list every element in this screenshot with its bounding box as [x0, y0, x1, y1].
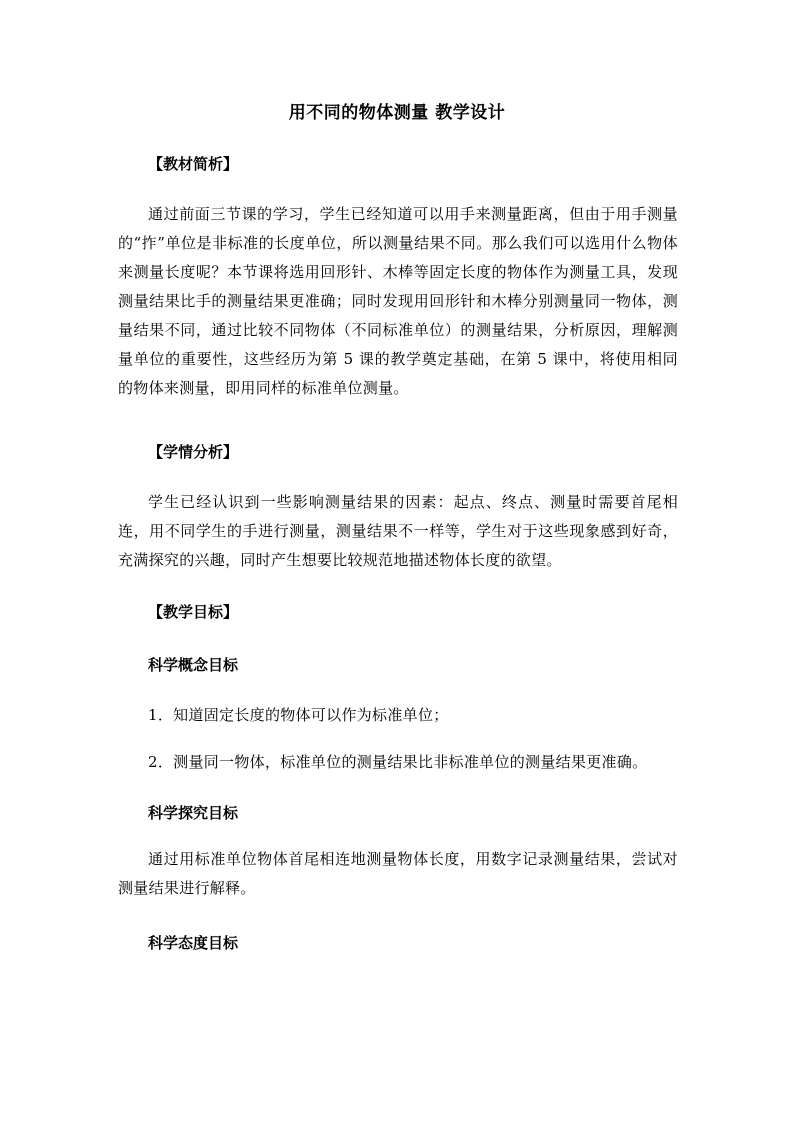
sub-heading-inquiry-goal: 科学探究目标 [148, 804, 239, 822]
document-title: 用不同的物体测量 教学设计 [288, 103, 506, 123]
sub-heading-concept-goal: 科学概念目标 [148, 656, 239, 674]
sub-heading-attitude-goal: 科学态度目标 [148, 934, 239, 952]
paragraph-inquiry-goal: 通过用标准单位物体首尾相连地测量物体长度，用数字记录测量结果，尝试对测量结果进行解释。 [118, 850, 678, 897]
concept-goal-item-1: 1．知道固定长度的物体可以作为标准单位； [148, 706, 449, 724]
paragraph-learner-analysis: 学生已经认识到一些影响测量结果的因素：起点、终点、测量时需要首尾相连，用不同学生的手进行测量，测量结果不一样等，学生对于这些现象感到好奇，充满探究的兴趣，同时产生想要比较规范地描述物体长度的欲望。 [118, 493, 678, 569]
section-heading-learner-analysis: 【学情分析】 [148, 443, 239, 461]
section-heading-material-analysis: 【教材简析】 [148, 155, 239, 173]
paragraph-material-analysis: 通过前面三节课的学习，学生已经知道可以用手来测量距离，但由于用手测量的“拃”单位是非标准的长度单位，所以测量结果不同。那么我们可以选用什么物体来测量长度呢？本节课将选用回形针、木棒等固定长度的物体作为测量工具，发现测量结果比手的测量结果更准确；同时发现用回形针和木棒分别测量同一物体，测量结果不同，通过比较不同物体（不同标准单位）的测量结果，分析原因，理解测量单位的重要性，这些经历为第 5 课的教学奠定基础，在第 5 课中，将使用相同的物体来测量，即用同样的标准单位测量。 [118, 205, 678, 397]
section-heading-teaching-goals: 【教学目标】 [148, 603, 239, 621]
concept-goal-item-2: 2．测量同一物体，标准单位的测量结果比非标准单位的测量结果更准确。 [148, 753, 648, 771]
